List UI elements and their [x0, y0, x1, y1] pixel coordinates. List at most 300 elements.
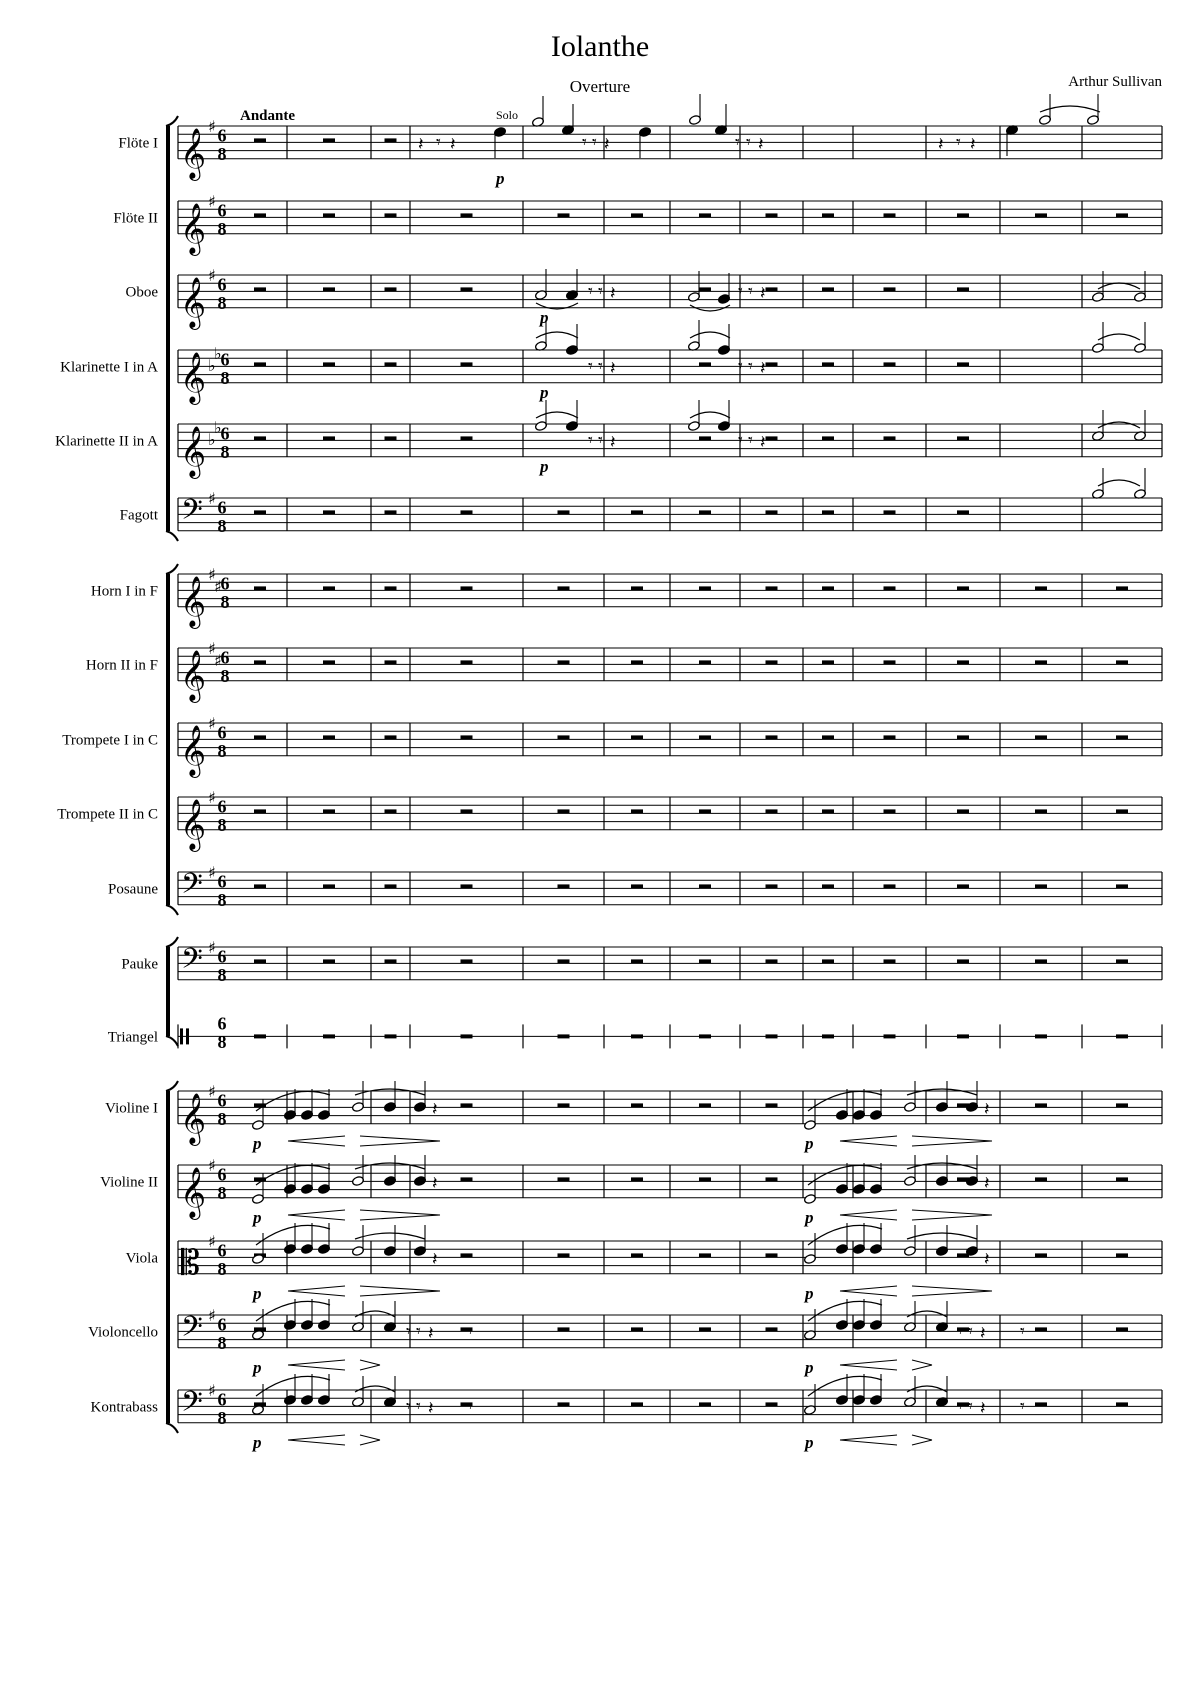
eighth-rest-icon: 𝄾 — [468, 1321, 473, 1342]
whole-rest-icon — [558, 735, 570, 739]
sharp-icon: ♯ — [208, 1082, 216, 1101]
whole-rest-icon — [699, 213, 711, 217]
eighth-rest-icon: 𝄾 — [416, 1396, 421, 1417]
whole-rest-icon — [323, 287, 335, 291]
instrument-name: Viola — [125, 1250, 158, 1267]
whole-rest-icon — [957, 959, 969, 963]
note — [352, 1376, 365, 1407]
whole-rest-icon — [766, 1103, 778, 1107]
bass-clef-icon: 𝄢 — [181, 942, 203, 983]
decrescendo-hairpin — [912, 1210, 992, 1220]
note — [718, 324, 731, 355]
instrument-name: Triangel — [107, 1029, 158, 1046]
slur — [355, 1163, 425, 1169]
whole-rest-icon — [558, 959, 570, 963]
note — [853, 1223, 866, 1254]
slur — [256, 1225, 330, 1245]
whole-rest-icon — [766, 884, 778, 888]
treble-clef-icon: 𝄞 — [180, 1166, 207, 1218]
dynamic-piano: p — [805, 1284, 814, 1303]
quarter-rest-icon: 𝄽 — [984, 1249, 990, 1270]
sharp-icon: ♯ — [208, 489, 216, 508]
whole-rest-icon — [822, 660, 834, 664]
eighth-rest-icon: 𝄾 — [748, 281, 753, 302]
hairpin-line — [912, 1215, 992, 1220]
staff — [91, 1381, 1163, 1428]
whole-rest-icon — [254, 138, 266, 142]
instrument-name: Trompete I in C — [62, 732, 158, 749]
whole-rest-icon — [1035, 1177, 1047, 1181]
time-signature-denominator: 8 — [217, 1407, 227, 1428]
whole-rest-icon — [957, 735, 969, 739]
whole-rest-icon — [957, 1034, 969, 1038]
whole-rest-icon — [254, 660, 266, 664]
whole-rest-icon — [766, 959, 778, 963]
whole-rest-icon — [1116, 1327, 1128, 1331]
whole-rest-icon — [766, 1177, 778, 1181]
treble-clef-icon: 𝄞 — [180, 425, 207, 477]
staff — [86, 639, 1162, 703]
slur — [536, 412, 578, 418]
whole-rest-icon — [254, 959, 266, 963]
slur — [256, 1091, 330, 1111]
slur — [808, 1225, 882, 1245]
quarter-rest-icon: 𝄽 — [970, 134, 976, 155]
eighth-rest-icon: 𝄾 — [748, 430, 753, 451]
eighth-rest-icon: 𝄾 — [746, 132, 751, 153]
treble-clef-icon: 𝄞 — [180, 649, 207, 701]
whole-rest-icon — [385, 660, 397, 664]
whole-rest-icon — [699, 287, 711, 291]
whole-rest-icon — [385, 362, 397, 366]
quarter-rest-icon: 𝄽 — [758, 134, 764, 155]
quarter-rest-icon: 𝄽 — [610, 283, 616, 304]
time-signature-denominator: 8 — [217, 292, 227, 313]
treble-clef-icon: 𝄞 — [180, 202, 207, 254]
slur — [907, 1163, 977, 1169]
hairpin-line — [360, 1210, 440, 1215]
whole-rest-icon — [699, 1402, 711, 1406]
note — [966, 1155, 979, 1186]
staff — [55, 418, 1162, 479]
whole-rest-icon — [323, 436, 335, 440]
whole-rest-icon — [254, 362, 266, 366]
whole-rest-icon — [254, 1034, 266, 1038]
whole-rest-icon — [631, 1103, 643, 1107]
whole-rest-icon — [766, 362, 778, 366]
slur — [355, 1386, 395, 1392]
whole-rest-icon — [385, 586, 397, 590]
whole-rest-icon — [1116, 1103, 1128, 1107]
whole-rest-icon — [1116, 1034, 1128, 1038]
whole-rest-icon — [957, 287, 969, 291]
whole-rest-icon — [558, 1402, 570, 1406]
whole-rest-icon — [1035, 959, 1047, 963]
whole-rest-icon — [884, 586, 896, 590]
whole-rest-icon — [957, 660, 969, 664]
whole-rest-icon — [1035, 586, 1047, 590]
whole-rest-icon — [323, 809, 335, 813]
note — [1006, 125, 1019, 156]
whole-rest-icon — [884, 735, 896, 739]
whole-rest-icon — [558, 1253, 570, 1257]
whole-rest-icon — [323, 884, 335, 888]
treble-clef-icon: 𝄞 — [180, 351, 207, 403]
note — [301, 1089, 314, 1120]
whole-rest-icon — [254, 436, 266, 440]
decrescendo-hairpin — [360, 1435, 380, 1445]
staff — [57, 788, 1162, 852]
quarter-rest-icon: 𝄽 — [610, 432, 616, 453]
hairpin-line — [840, 1136, 897, 1141]
whole-rest-icon — [461, 1177, 473, 1181]
time-signature-numerator: 6 — [217, 497, 227, 518]
quarter-rest-icon: 𝄽 — [980, 1323, 986, 1344]
eighth-rest-icon: 𝄾 — [958, 1321, 963, 1342]
staff — [91, 565, 1162, 629]
sharp-icon: ♯ — [208, 863, 216, 882]
whole-rest-icon — [1116, 735, 1128, 739]
whole-rest-icon — [1035, 1103, 1047, 1107]
flat-icon: ♭ — [214, 344, 222, 363]
slur — [907, 1089, 977, 1095]
whole-rest-icon — [699, 1034, 711, 1038]
hairpin-line — [840, 1291, 897, 1296]
note — [718, 400, 731, 431]
whole-rest-icon — [461, 884, 473, 888]
time-signature-numerator: 6 — [217, 200, 227, 221]
whole-rest-icon — [884, 287, 896, 291]
decrescendo-hairpin — [360, 1360, 380, 1370]
decrescendo-hairpin — [360, 1210, 440, 1220]
note — [566, 400, 579, 431]
bass-clef-icon: 𝄢 — [181, 1385, 203, 1426]
whole-rest-icon — [884, 959, 896, 963]
hairpin-line — [912, 1136, 992, 1141]
crescendo-hairpin — [840, 1435, 897, 1445]
crescendo-hairpin — [840, 1210, 897, 1220]
eighth-rest-icon: 𝄾 — [598, 430, 603, 451]
time-signature-numerator: 6 — [217, 1240, 227, 1261]
dynamic-piano: p — [805, 1358, 814, 1377]
whole-rest-icon — [323, 735, 335, 739]
whole-rest-icon — [254, 809, 266, 813]
time-signature-numerator: 6 — [220, 573, 230, 594]
hairpin-line — [912, 1365, 932, 1370]
score-title: Iolanthe — [550, 30, 650, 63]
crescendo-hairpin — [840, 1286, 897, 1296]
whole-rest-icon — [385, 436, 397, 440]
hairpin-line — [840, 1435, 897, 1440]
whole-rest-icon — [1035, 1253, 1047, 1257]
whole-rest-icon — [766, 1327, 778, 1331]
whole-rest-icon — [884, 213, 896, 217]
eighth-rest-icon: 𝄾 — [748, 356, 753, 377]
time-signature-numerator: 6 — [217, 274, 227, 295]
quarter-rest-icon: 𝄽 — [760, 358, 766, 379]
hairpin-line — [840, 1286, 897, 1291]
whole-rest-icon — [1035, 660, 1047, 664]
whole-rest-icon — [884, 510, 896, 514]
quarter-rest-icon: 𝄽 — [984, 1173, 990, 1194]
whole-rest-icon — [323, 138, 335, 142]
whole-rest-icon — [957, 586, 969, 590]
whole-rest-icon — [822, 213, 834, 217]
time-signature-denominator: 8 — [217, 218, 227, 239]
eighth-rest-icon: 𝄾 — [588, 430, 593, 451]
crescendo-hairpin — [288, 1210, 345, 1220]
hairpin-line — [912, 1435, 932, 1440]
time-signature-numerator: 6 — [217, 1164, 227, 1185]
hairpin-line — [360, 1435, 380, 1440]
whole-rest-icon — [254, 884, 266, 888]
whole-rest-icon — [461, 287, 473, 291]
quarter-rest-icon: 𝄽 — [432, 1249, 438, 1270]
sharp-icon: ♯ — [208, 938, 216, 957]
whole-rest-icon — [699, 959, 711, 963]
whole-rest-icon — [323, 510, 335, 514]
whole-rest-icon — [385, 884, 397, 888]
quarter-rest-icon: 𝄽 — [432, 1099, 438, 1120]
flat-icon: ♭ — [208, 356, 216, 375]
whole-rest-icon — [1035, 735, 1047, 739]
note — [804, 1309, 817, 1340]
whole-rest-icon — [766, 213, 778, 217]
instrument-name: Trompete II in C — [57, 806, 158, 823]
hairpin-line — [288, 1365, 345, 1370]
whole-rest-icon — [1116, 809, 1128, 813]
percussion-clef-icon — [180, 1028, 183, 1044]
eighth-rest-icon: 𝄾 — [598, 281, 603, 302]
slur — [907, 1311, 947, 1317]
note — [718, 273, 731, 304]
time-signature-numerator: 6 — [217, 722, 227, 743]
whole-rest-icon — [254, 735, 266, 739]
crescendo-hairpin — [288, 1286, 345, 1296]
sharp-icon: ♯ — [208, 788, 216, 807]
instrument-name: Oboe — [125, 284, 158, 301]
flat-icon: ♭ — [214, 418, 222, 437]
whole-rest-icon — [1035, 1034, 1047, 1038]
quarter-rest-icon: 𝄽 — [938, 134, 944, 155]
slur — [690, 412, 730, 418]
quarter-rest-icon: 𝄽 — [428, 1398, 434, 1419]
dynamic-piano: p — [805, 1433, 814, 1452]
whole-rest-icon — [558, 1034, 570, 1038]
tempo-marking: Andante — [240, 108, 296, 124]
whole-rest-icon — [822, 735, 834, 739]
eighth-rest-icon: 𝄾 — [738, 430, 743, 451]
slur — [808, 1165, 882, 1185]
slur — [907, 1386, 947, 1392]
flat-icon: ♭ — [208, 430, 216, 449]
dynamic-piano: p — [253, 1134, 262, 1153]
whole-rest-icon — [385, 213, 397, 217]
slur — [808, 1301, 882, 1321]
hairpin-line — [840, 1141, 897, 1146]
whole-rest-icon — [385, 287, 397, 291]
hairpin-line — [288, 1210, 345, 1215]
bass-clef-icon: 𝄢 — [181, 1310, 203, 1351]
sharp-icon: ♯ — [208, 1232, 216, 1251]
note — [904, 1081, 917, 1112]
hairpin-line — [288, 1141, 345, 1146]
whole-rest-icon — [1035, 1327, 1047, 1331]
group-bracket — [166, 116, 178, 541]
note — [804, 1099, 817, 1130]
note — [562, 104, 575, 135]
eighth-rest-icon: 𝄾 — [968, 1321, 973, 1342]
note — [853, 1089, 866, 1120]
time-signature-numerator: 6 — [217, 1389, 227, 1410]
staff — [113, 192, 1162, 256]
group-bracket — [166, 564, 178, 915]
crescendo-hairpin — [288, 1360, 345, 1370]
slur — [1098, 283, 1140, 289]
whole-rest-icon — [558, 510, 570, 514]
note — [535, 269, 548, 300]
hairpin-line — [360, 1141, 440, 1146]
whole-rest-icon — [461, 213, 473, 217]
hairpin-line — [840, 1210, 897, 1215]
note — [689, 94, 702, 125]
note — [252, 1309, 265, 1340]
whole-rest-icon — [957, 436, 969, 440]
staff — [62, 714, 1162, 778]
hairpin-line — [360, 1360, 380, 1365]
whole-rest-icon — [631, 1034, 643, 1038]
treble-clef-icon: 𝄞 — [180, 724, 207, 776]
bass-clef-icon: 𝄢 — [181, 493, 203, 534]
decrescendo-hairpin — [912, 1136, 992, 1146]
whole-rest-icon — [323, 1034, 335, 1038]
whole-rest-icon — [461, 362, 473, 366]
whole-rest-icon — [822, 1034, 834, 1038]
quarter-rest-icon: 𝄽 — [984, 1099, 990, 1120]
time-signature-denominator: 8 — [220, 665, 230, 686]
treble-clef-icon: 𝄞 — [180, 575, 207, 627]
dynamic-piano: p — [805, 1208, 814, 1227]
whole-rest-icon — [884, 436, 896, 440]
whole-rest-icon — [822, 884, 834, 888]
whole-rest-icon — [1116, 959, 1128, 963]
whole-rest-icon — [766, 735, 778, 739]
whole-rest-icon — [699, 1177, 711, 1181]
whole-rest-icon — [766, 1253, 778, 1257]
whole-rest-icon — [558, 1103, 570, 1107]
whole-rest-icon — [461, 809, 473, 813]
sharp-icon: ♯ — [208, 1306, 216, 1325]
dynamic-piano: p — [253, 1358, 262, 1377]
whole-rest-icon — [558, 1177, 570, 1181]
hairpin-line — [912, 1360, 932, 1365]
instrument-name: Violine II — [100, 1174, 158, 1191]
time-signature-numerator: 6 — [217, 946, 227, 967]
whole-rest-icon — [957, 809, 969, 813]
whole-rest-icon — [631, 213, 643, 217]
note — [301, 1223, 314, 1254]
slur — [1040, 106, 1100, 112]
staff — [126, 1232, 1162, 1283]
whole-rest-icon — [699, 362, 711, 366]
whole-rest-icon — [822, 287, 834, 291]
alto-clef-icon: 𝄡 — [181, 1242, 200, 1283]
hairpin-line — [288, 1291, 345, 1296]
whole-rest-icon — [766, 510, 778, 514]
instrument-name: Horn I in F — [90, 583, 158, 600]
whole-rest-icon — [385, 1034, 397, 1038]
time-signature-denominator: 8 — [217, 143, 227, 164]
eighth-rest-icon: 𝄾 — [735, 132, 740, 153]
whole-rest-icon — [1116, 586, 1128, 590]
time-signature-numerator: 6 — [220, 647, 230, 668]
slur — [256, 1376, 330, 1396]
whole-rest-icon — [1116, 1177, 1128, 1181]
quarter-rest-icon: 𝄽 — [450, 134, 456, 155]
composer-name: Arthur Sullivan — [1068, 74, 1162, 90]
whole-rest-icon — [631, 884, 643, 888]
hairpin-line — [288, 1360, 345, 1365]
whole-rest-icon — [822, 510, 834, 514]
quarter-rest-icon: 𝄽 — [760, 283, 766, 304]
whole-rest-icon — [385, 138, 397, 142]
whole-rest-icon — [1035, 1402, 1047, 1406]
time-signature-denominator: 8 — [217, 1332, 227, 1353]
dynamic-piano: p — [253, 1433, 262, 1452]
note — [414, 1081, 427, 1112]
whole-rest-icon — [1116, 1402, 1128, 1406]
slur — [808, 1091, 882, 1111]
sharp-icon: ♯ — [208, 714, 216, 733]
whole-rest-icon — [884, 362, 896, 366]
instrument-name: Flöte I — [118, 135, 158, 152]
whole-rest-icon — [957, 213, 969, 217]
dynamic-piano: p — [540, 383, 549, 402]
note — [804, 1173, 817, 1204]
whole-rest-icon — [699, 735, 711, 739]
dynamic-piano: p — [540, 308, 549, 327]
whole-rest-icon — [254, 213, 266, 217]
crescendo-hairpin — [288, 1136, 345, 1146]
whole-rest-icon — [822, 586, 834, 590]
whole-rest-icon — [884, 809, 896, 813]
whole-rest-icon — [461, 510, 473, 514]
whole-rest-icon — [766, 1034, 778, 1038]
note — [566, 324, 579, 355]
time-signature-numerator: 6 — [217, 1090, 227, 1111]
slur — [536, 332, 578, 338]
crescendo-hairpin — [288, 1435, 345, 1445]
slur — [355, 1311, 395, 1317]
quarter-rest-icon: 𝄽 — [604, 134, 610, 155]
note — [853, 1163, 866, 1194]
slur — [690, 332, 730, 338]
eighth-rest-icon: 𝄾 — [956, 132, 961, 153]
whole-rest-icon — [699, 1327, 711, 1331]
eighth-rest-icon: 𝄾 — [738, 281, 743, 302]
whole-rest-icon — [385, 959, 397, 963]
whole-rest-icon — [461, 1103, 473, 1107]
hairpin-line — [912, 1141, 992, 1146]
whole-rest-icon — [631, 660, 643, 664]
time-signature-numerator: 6 — [217, 871, 227, 892]
eighth-rest-icon: 𝄾 — [958, 1396, 963, 1417]
slur — [907, 1233, 977, 1239]
time-signature-denominator: 8 — [220, 367, 230, 388]
whole-rest-icon — [766, 1402, 778, 1406]
eighth-rest-icon: 𝄾 — [416, 1321, 421, 1342]
eighth-rest-icon: 𝄾 — [1020, 1396, 1025, 1417]
